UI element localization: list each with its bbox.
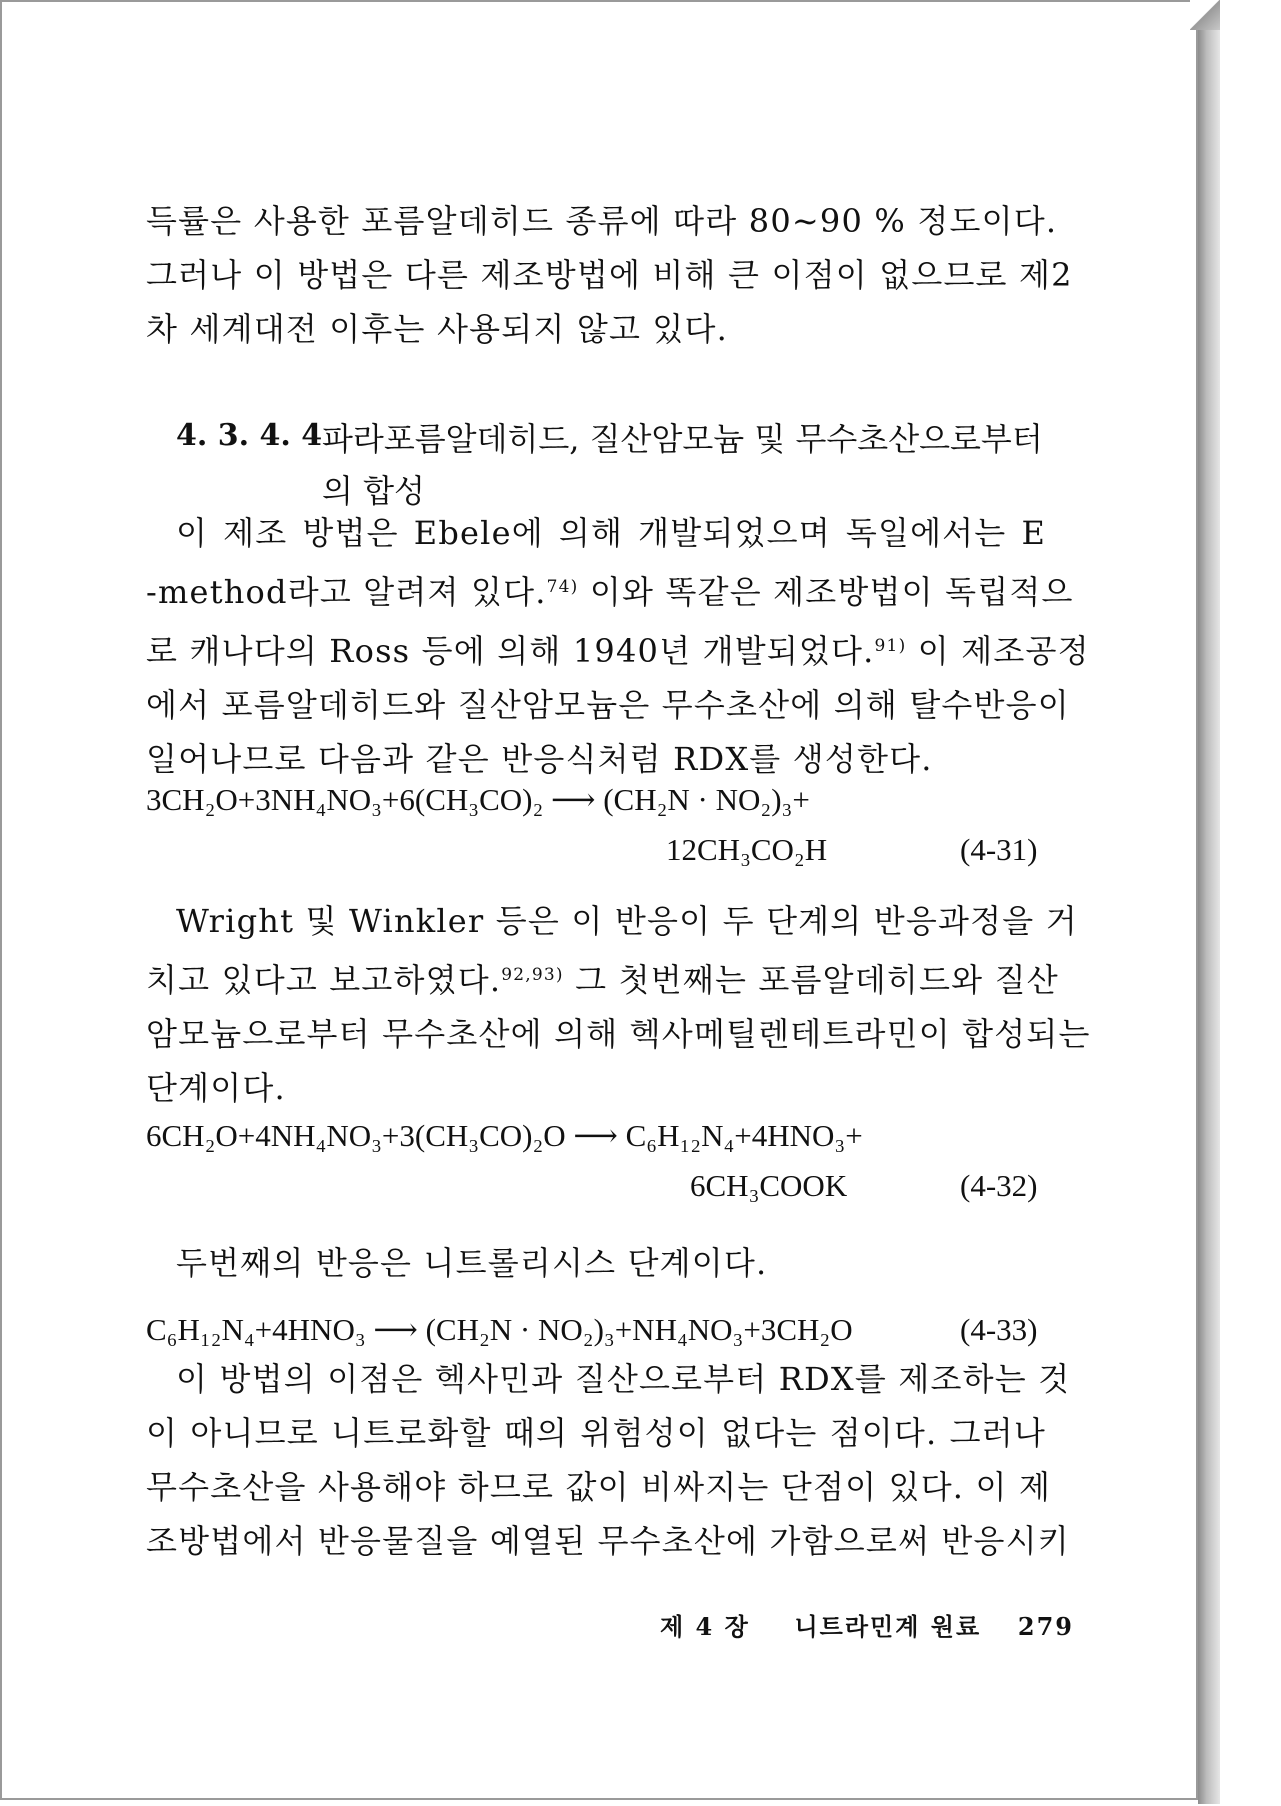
- equation-4-31-line1: 3CH₂O+3NH₄NO₃+6(CH₃CO)₂ ⟶ (CH₂N · NO₂)₃+: [146, 782, 810, 817]
- text-line: 에서 포름알데히드와 질산암모늄은 무수초산에 의해 탈수반응이: [146, 686, 1070, 724]
- equation-4-31-line2: 12CH₃CO₂H: [666, 832, 828, 867]
- page-number: 279: [1017, 1612, 1074, 1641]
- running-footer: [660, 1607, 1074, 1642]
- text-segment: 치고 있다고 보고하였다.: [146, 961, 502, 999]
- text-line: Wright 및 Winkler 등은 이 반응이 두 단계의 반응과정을 거: [176, 902, 1078, 940]
- equation-number: (4-32): [960, 1168, 1038, 1203]
- paragraph-5: [146, 1352, 1071, 1568]
- section-title-line1: 파라포름알데히드, 질산암모늄 및 무수초산으로부터: [322, 420, 1043, 458]
- footer-chapter: 제 4 장: [660, 1612, 750, 1641]
- equation-4-32-line2: 6CH₃COOK: [690, 1168, 848, 1203]
- paragraph-2: [146, 506, 1090, 786]
- text-line: 득률은 사용한 포름알데히드 종류에 따라 80∼90 % 정도이다.: [146, 202, 1058, 240]
- text-segment: 이 제조공정: [906, 632, 1090, 670]
- text-line: 단계이다.: [146, 1069, 286, 1107]
- text-line: 차 세계대전 이후는 사용되지 않고 있다.: [146, 310, 729, 348]
- page-corner: [1190, 0, 1220, 30]
- equation-4-33: C₆H₁₂N₄+4HNO₃ ⟶ (CH₂N · NO₂)₃+NH₄NO₃+3CH₂O: [146, 1312, 853, 1347]
- text-line: 조방법에서 반응물질을 예열된 무수초산에 가함으로써 반응시키: [146, 1522, 1070, 1560]
- paragraph-1: [146, 194, 1073, 356]
- reference-mark: 92,93): [501, 965, 564, 985]
- text-line: 이 방법의 이점은 헥사민과 질산으로부터 RDX를 제조하는 것: [176, 1360, 1071, 1398]
- text-line: [146, 619, 1090, 678]
- page-edge-shadow: [1198, 8, 1220, 1804]
- paragraph-3: [146, 894, 1091, 1115]
- section-number: 4. 3. 4. 4: [176, 418, 323, 453]
- footer-title: 니트라민계 원료: [794, 1612, 982, 1641]
- text-line: 일어나므로 다음과 같은 반응식처럼 RDX를 생성한다.: [146, 740, 933, 778]
- text-line: [146, 948, 1059, 1007]
- text-segment: 이와 똑같은 제조방법이 독립적으: [578, 573, 1074, 611]
- text-segment: 로 캐나다의 Ross 등에 의해 1940년 개발되었다.: [146, 632, 875, 670]
- text-segment: -method라고 알려져 있다.: [146, 573, 547, 611]
- reference-mark: 91): [874, 636, 907, 656]
- paragraph-4: 두번째의 반응은 니트롤리시스 단계이다.: [176, 1244, 768, 1282]
- text-line: 무수초산을 사용해야 하므로 값이 비싸지는 단점이 있다. 이 제: [146, 1468, 1052, 1506]
- equation-4-32-line1: 6CH₂O+4NH₄NO₃+3(CH₃CO)₂O ⟶ C₆H₁₂N₄+4HNO₃+: [146, 1118, 863, 1153]
- text-line: [146, 560, 1074, 619]
- equation-number: (4-33): [960, 1312, 1038, 1347]
- text-line: 이 제조 방법은 Ebele에 의해 개발되었으며 독일에서는 E: [176, 514, 1046, 552]
- text-line: 그러나 이 방법은 다른 제조방법에 비해 큰 이점이 없으므로 제2: [146, 256, 1073, 294]
- section-title-line2: 의 합성: [322, 472, 425, 510]
- text-segment: 그 첫번째는 포름알데히드와 질산: [563, 961, 1059, 999]
- equation-number: (4-31): [960, 832, 1038, 867]
- text-line: 이 아니므로 니트로화할 때의 위험성이 없다는 점이다. 그러나: [146, 1414, 1046, 1452]
- text-line: 암모늄으로부터 무수초산에 의해 헥사메틸렌테트라민이 합성되는: [146, 1015, 1091, 1053]
- reference-mark: 74): [546, 577, 579, 597]
